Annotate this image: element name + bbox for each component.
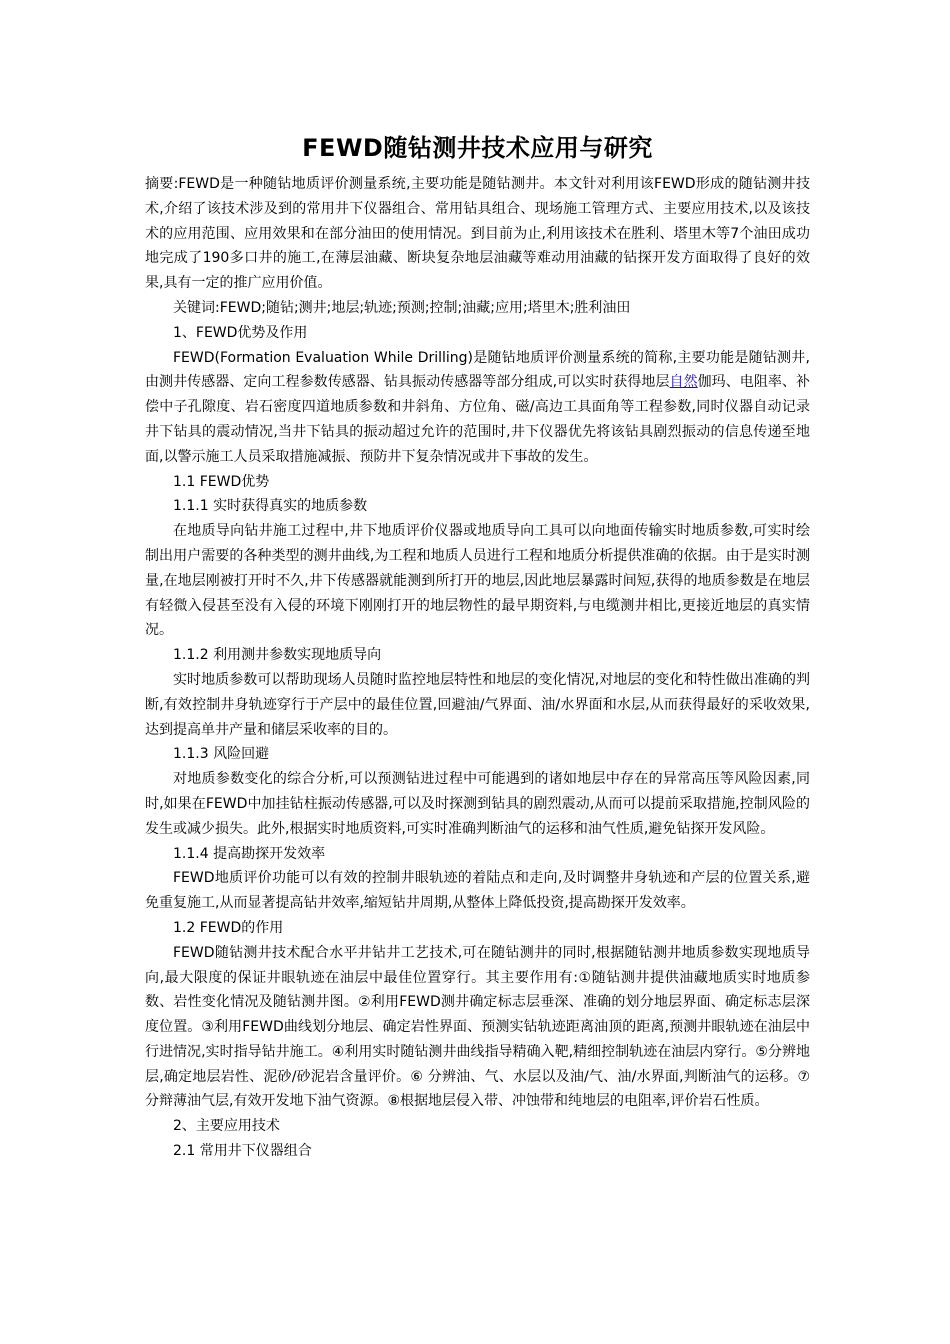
document-title: FEWD随钻测井技术应用与研究 bbox=[302, 134, 653, 162]
keywords-line: 关键词:FEWD;随钻;测井;地层;轨迹;预测;控制;油藏;应用;塔里木;胜利油田 bbox=[173, 299, 631, 316]
section-heading-1-1-1: 1.1.1 实时获得真实的地质参数 bbox=[173, 498, 368, 515]
section-heading-1-2: 1.2 FEWD的作用 bbox=[173, 919, 284, 936]
paragraph-1-1-3: 对地质参数变化的综合分析,可以预测钻进过程中可能遇到的诸如地层中存在的异常高压等风险因素,同时,如果在FEWD中加挂钻柱振动传感器,可以及时探测到钻具的剧烈震动,从而可以提前采取措施,控制风险的发生或减少损失。此外,根据实时地质资料,可实时准确判断油气的运移和油气性质,避免钻探开发风险。 bbox=[145, 771, 810, 837]
paragraph-1-2: FEWD随钻测井技术配合水平井钻井工艺技术,可在随钻测井的同时,根据随钻测井地质参数实现地质导向,最大限度的保证井眼轨迹在油层中最佳位置穿行。其主要作用有:①随钻测井提供油藏地质实时地质参数、岩性变化情况及随钻测井图。②利用FEWD测井确定标志层垂深、准确的划分地层界面、确定标志层深度位置。③利用FEWD曲线划分地层、确定岩性界面、预测实钻轨迹距离油顶的距离,预测井眼轨迹在油层中行进情况,实时指导钻井施工。④利用实时随钻测井曲线指导精确入靶,精细控制轨迹在油层内穿行。⑤分辨地层,确定地层岩性、泥砂/砂泥岩含量评价。⑥ 分辨油、气、水层以及油/气、油/水界面,判断油气的运移。⑦分辩薄油气层,有效开发地下油气资源。⑧根据地层侵入带、冲蚀带和纯地层的电阻率,评价岩石性质。 bbox=[145, 944, 810, 1110]
paragraph-fewd-intro bbox=[145, 346, 810, 470]
section-heading-2-1: 2.1 常用井下仪器组合 bbox=[173, 1143, 312, 1160]
paragraph-1-1-4: FEWD地质评价功能可以有效的控制井眼轨迹的着陆点和走向,及时调整井身轨迹和产层的位置关系,避免重复施工,从而显著提高钻井效率,缩短钻井周期,从整体上降低投资,提高勘探开发效率。 bbox=[145, 870, 810, 912]
section-heading-1-1: 1.1 FEWD优势 bbox=[173, 473, 270, 490]
section-heading-2: 2、主要应用技术 bbox=[173, 1118, 280, 1135]
link-ziran[interactable]: 自然 bbox=[669, 374, 698, 391]
paragraph-fewd-intro-part1: FEWD(Formation Evaluation While Drilling)是随钻地质评价测量系统的简称,主要功能是随钻测井,由测井传感器、定向工程参数传感器、钻具振动传感器等部分组成,可以实时获得地层 bbox=[145, 349, 810, 391]
section-heading-1-1-3: 1.1.3 风险回避 bbox=[173, 746, 270, 763]
paragraph-1-1-2: 实时地质参数可以帮助现场人员随时监控地层特性和地层的变化情况,对地层的变化和特性做出准确的判断,有效控制井身轨迹穿行于产层中的最佳位置,回避油/气界面、油/水界面和水层,从而获得最好的采收效果,达到提高单井产量和储层采收率的目的。 bbox=[145, 671, 810, 738]
paragraph-fewd-intro-part2: 伽玛、电阻率、补偿中子孔隙度、岩石密度四道地质参数和井斜角、方位角、磁/高边工具面角等工程参数,同时仪器自动记录井下钻具的震动情况,当井下钻具的振动超过允许的范围时,井下仪器优先将该钻具剧烈振动的信息传递至地面,以警示施工人员采取措施减振、预防井下复杂情况或井下事故的发生。 bbox=[145, 374, 811, 465]
document-page bbox=[145, 130, 810, 1164]
paragraph-1-1-1: 在地质导向钻井施工过程中,井下地质评价仪器或地质导向工具可以向地面传输实时地质参数,可实时绘制出用户需要的各种类型的测井曲线,为工程和地质人员进行工程和地质分析提供准确的依据。由于是实时测量,在地层刚被打开时不久,井下传感器就能测到所打开的地层,因此地层暴露时间短,获得的地质参数是在地层有轻微入侵甚至没有入侵的环境下刚刚打开的地层物性的最早期资料,与电缆测井相比,更接近地层的真实情况。 bbox=[145, 523, 810, 639]
section-heading-1: 1、FEWD优势及作用 bbox=[173, 324, 308, 341]
section-heading-1-1-2: 1.1.2 利用测井参数实现地质导向 bbox=[173, 647, 382, 664]
section-heading-1-1-4: 1.1.4 提高勘探开发效率 bbox=[173, 845, 326, 862]
abstract-paragraph: 摘要:FEWD是一种随钻地质评价测量系统,主要功能是随钻测井。本文针对利用该FEWD形成的随钻测井技术,介绍了该技术涉及到的常用井下仪器组合、常用钻具组合、现场施工管理方式、主要应用技术,以及该技术的应用范围、应用效果和在部分油田的使用情况。到目前为止,利用该技术在胜利、塔里木等7个油田成功地完成了190多口井的施工,在薄层油藏、断块复杂地层油藏等难动用油藏的钻探开发方面取得了良好的效果,具有一定的推广应用价值。 bbox=[145, 176, 810, 292]
